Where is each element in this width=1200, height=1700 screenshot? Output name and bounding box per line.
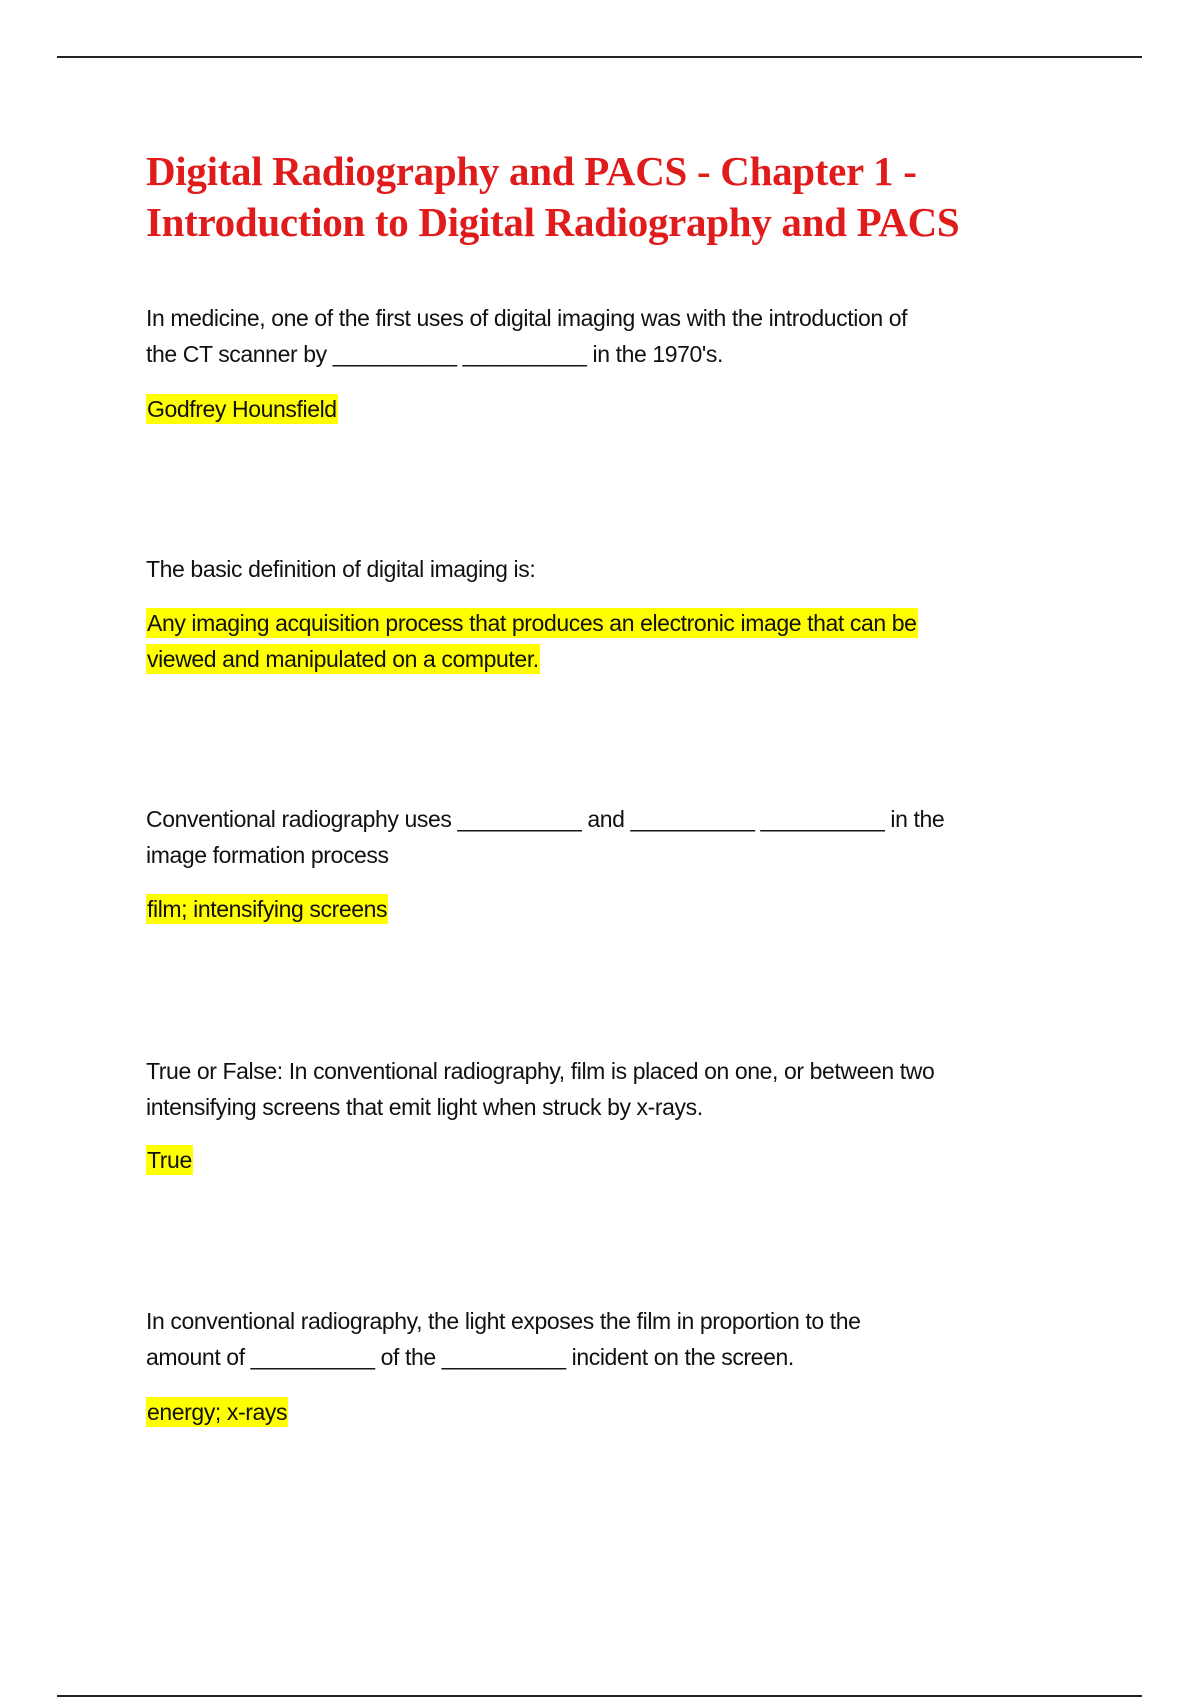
- answer-5: [146, 1394, 288, 1430]
- footer-rule: [57, 1695, 1142, 1697]
- header-rule: [57, 56, 1142, 58]
- answer-highlight: Godfrey Hounsfield: [147, 396, 337, 422]
- question-2: [146, 551, 535, 587]
- question-5: [146, 1303, 861, 1375]
- question-line: the CT scanner by __________ __________ in the 1970's.: [146, 341, 724, 367]
- question-line: Conventional radiography uses __________ and __________ __________ in the: [146, 806, 945, 832]
- answer-highlight: film; intensifying screens: [147, 896, 388, 922]
- question-1: [146, 300, 907, 372]
- title-line: Digital Radiography and PACS - Chapter 1 -: [146, 148, 917, 194]
- question-line: In medicine, one of the first uses of digital imaging was with the introduction of: [146, 305, 908, 331]
- question-4: [146, 1053, 934, 1125]
- question-line: In conventional radiography, the light exposes the film in proportion to the: [146, 1308, 861, 1334]
- answer-2: [146, 605, 918, 677]
- answer-4: [146, 1142, 193, 1178]
- answer-1: [146, 391, 338, 427]
- answer-highlight: Any imaging acquisition process that produces an electronic image that can be: [147, 610, 917, 636]
- answer-highlight: viewed and manipulated on a computer.: [147, 646, 539, 672]
- answer-highlight: True: [147, 1147, 192, 1173]
- question-3: [146, 801, 944, 873]
- question-line: True or False: In conventional radiography, film is placed on one, or between two: [146, 1058, 935, 1084]
- question-line: amount of __________ of the __________ incident on the screen.: [146, 1344, 794, 1370]
- question-line: The basic definition of digital imaging is:: [146, 556, 536, 582]
- answer-3: [146, 891, 388, 927]
- title-line: Introduction to Digital Radiography and PACS: [146, 199, 960, 245]
- question-line: image formation process: [146, 842, 389, 868]
- answer-highlight: energy; x-rays: [147, 1399, 288, 1425]
- question-line: intensifying screens that emit light when struck by x-rays.: [146, 1094, 703, 1120]
- document-title: [146, 146, 959, 248]
